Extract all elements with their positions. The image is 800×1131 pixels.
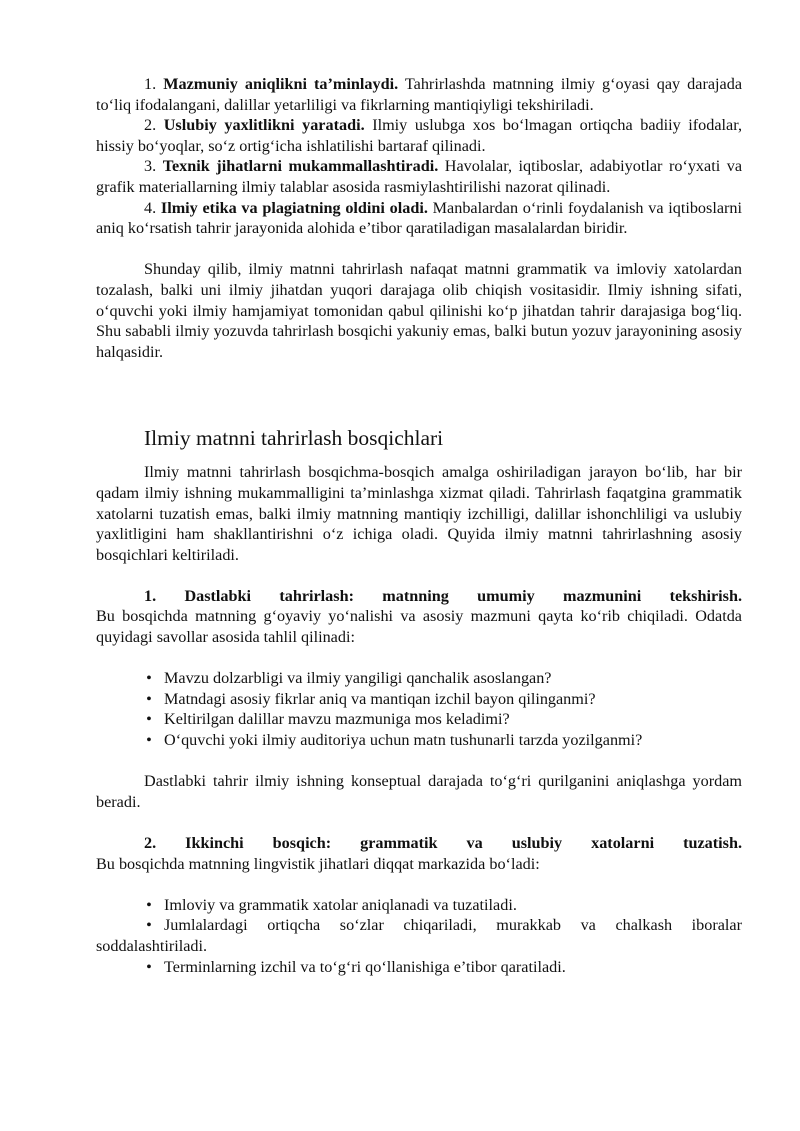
numbered-point-4 (96, 198, 742, 239)
list-item: • Mavzu dolzarbligi va ilmiy yangiligi qanchalik asoslangan? (96, 668, 742, 689)
list-item: • Keltirilgan dalillar mavzu mazmuniga mos keladimi? (96, 709, 742, 730)
point-text: Manbalardan o‘rinli foydalanish va iqtiboslarni aniq ko‘rsatish tahrir jarayonida alohida e’tibor qaratiladigan masalalardan biridir. (96, 198, 742, 238)
list-item: • Imloviy va grammatik xatolar aniqlanadi va tuzatiladi. (96, 895, 742, 916)
section-heading: Ilmiy matnni tahrirlash bosqichlari (144, 426, 444, 451)
numbered-point-1 (96, 74, 742, 115)
stage1-bullet-list (96, 668, 742, 750)
bullet-icon: • (146, 669, 152, 688)
list-item: • Matndagi asosiy fikrlar aniq va mantiqan izchil bayon qilinganmi? (96, 689, 742, 710)
point-title: Texnik jihatlarni mukammallashtiradi. (162, 157, 439, 176)
stage1-text: Bu bosqichda matnning g‘oyaviy yo‘nalishi va asosiy mazmuni qayta ko‘rib chiqiladi. Odatda quyidagi savollar asosida tahlil qilinadi: (96, 607, 742, 647)
stage2-text: Bu bosqichda matnning lingvistik jihatlari diqqat markazida bo‘ladi: (96, 854, 540, 873)
spacer (96, 565, 742, 586)
spacer (96, 362, 742, 424)
point-number: 1. (144, 75, 157, 93)
spacer (96, 648, 742, 669)
point-text: Havolalar, iqtiboslar, adabiyotlar ro‘yxati va grafik materiallarning ilmiy talablar asosida rasmiylashtirilishi nazorat qilinadi. (96, 157, 743, 196)
point-title: Ilmiy etika va plagiatning oldini oladi. (160, 198, 428, 217)
spacer (96, 812, 742, 833)
document-page (96, 74, 742, 977)
bullet-icon: • (146, 895, 152, 914)
conclusion-paragraph: Shunday qilib, ilmiy matnni tahrirlash nafaqat matnni grammatik va imloviy xatolardan tozalash, balki uni ilmiy jihatdan yuqori darajaga olib chiqish vositasidir. Ilmiy ishning sifati, o‘quvchi yoki ilmiy hamjamiyat tomonidan qabul qilinishi ko‘p jihatdan tahrir darajasiga bog‘liq. Shu sababli ilmiy yozuvda tahrirlash bosqichi yakuniy emas, balki butun yozuv jarayonining asosiy halqasidir. (96, 260, 742, 361)
spacer (96, 239, 742, 260)
point-text: Ilmiy uslubga xos bo‘lmagan ortiqcha badiiy ifodalar, hissiy bo‘yoqlar, so‘z ortig‘icha ishlatilishi bartaraf qilinadi. (96, 116, 743, 155)
point-number: 4. (144, 198, 157, 217)
bullet-icon: • (146, 957, 152, 976)
bullet-icon: • (146, 731, 152, 750)
point-title: Mazmuniy aniqlikni ta’minlaydi. (163, 75, 399, 93)
bullet-icon: • (146, 689, 152, 708)
stage1-summary: Dastlabki tahrir ilmiy ishning konseptual darajada to‘g‘ri qurilganini aniqlashga yordam beradi. (96, 772, 742, 811)
list-item: • Jumlalardagi ortiqcha so‘zlar chiqariladi, murakkab va chalkash iboralar soddalashtiriladi. (96, 916, 742, 955)
spacer (96, 751, 742, 772)
spacer (96, 874, 742, 895)
numbered-point-3 (96, 156, 742, 197)
stage1-paragraph (96, 586, 742, 648)
list-item: • Terminlarning izchil va to‘g‘ri qo‘llanishiga e’tibor qaratiladi. (96, 957, 742, 978)
stage2-title: 2. Ikkinchi bosqich: grammatik va uslubiy xatolarni tuzatish. (144, 834, 742, 852)
stage1-title: 1. Dastlabki tahrirlash: matnning umumiy mazmunini tekshirish. (144, 586, 742, 605)
stage2-paragraph (96, 833, 742, 874)
stage2-bullet-list (96, 895, 742, 977)
point-title: Uslubiy yaxlitlikni yaratadi. (163, 116, 365, 135)
point-number: 2. (144, 116, 157, 135)
intro-paragraph: Ilmiy matnni tahrirlash bosqichma-bosqich amalga oshiriladigan jarayon bo‘lib, har bir qadam ilmiy ishning mukammalligini ta’minlashga xizmat qiladi. Tahrirlash faqatgina grammatik xatolarni tuzatish emas, balki ilmiy matnning mantiqiy izchilligi, dalillar ishonchliligi va uslubiy yaxlitligini ham shakllantirishni o‘z ichiga oladi. Quyida ilmiy matnni tahrirlashning asosiy bosqichlari keltiriladi. (96, 463, 742, 564)
list-item: • O‘quvchi yoki ilmiy auditoriya uchun matn tushunarli tarzda yozilganmi? (96, 730, 742, 751)
point-text: Tahrirlashda matnning ilmiy g‘oyasi qay darajada to‘liq ifodalangani, dalillar yetarliligi va fikrlarning mantiqiyligi tekshiriladi. (96, 75, 743, 114)
numbered-point-2 (96, 115, 742, 156)
bullet-icon: • (146, 916, 152, 935)
bullet-icon: • (146, 710, 152, 729)
point-number: 3. (144, 157, 157, 176)
